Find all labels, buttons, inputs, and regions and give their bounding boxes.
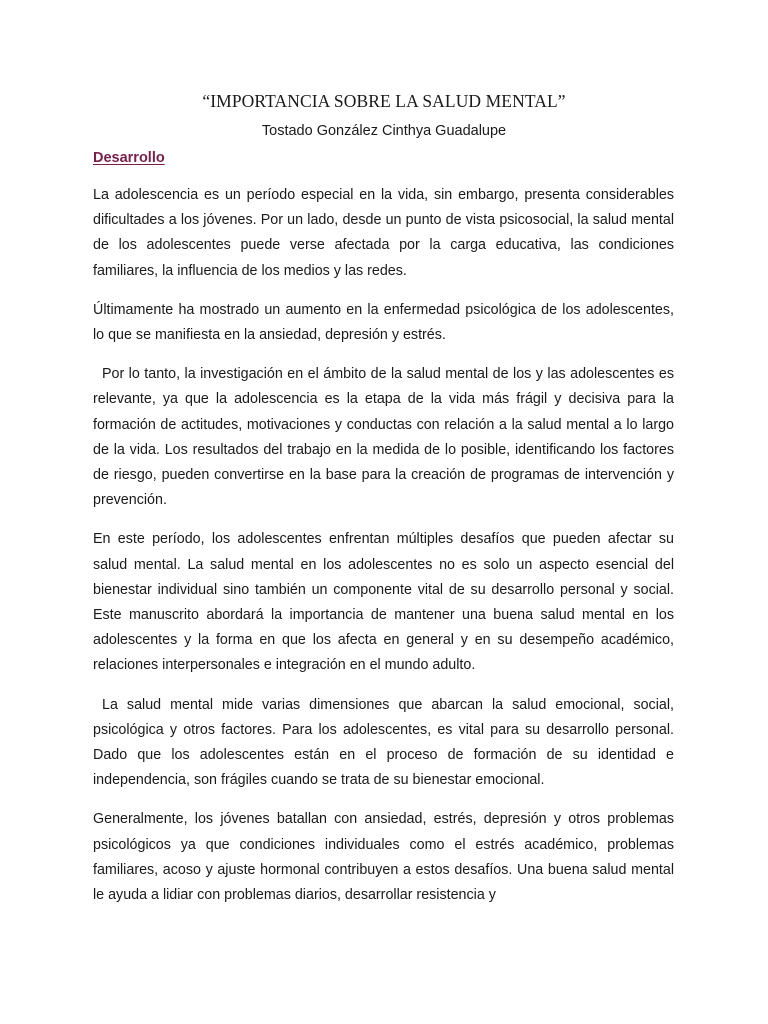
paragraph-5: La salud mental mide varias dimensiones que abarcan la salud emocional, social, psicológica y otros factores. Para los adolescentes, es vital para su desarrollo personal. Dado que los adolescentes están en el proceso de formación de su identidad e independencia, son frágiles cuando se trata de su bienestar emocional. <box>93 696 678 789</box>
paragraph-4: En este período, los adolescentes enfrentan múltiples desafíos que pueden afectar su salud mental. La salud mental en los adolescentes no es solo un aspecto esencial del bienestar individual sino también un componente vital de su desarrollo personal y social. Este manuscrito abordará la importancia de mantener una buena salud mental en los adolescentes y la forma en que los afecta en general y en su desempeño académico, relaciones interpersonales e integración en el mundo adulto. <box>93 531 678 674</box>
document-title: “IMPORTANCIA SOBRE LA SALUD MENTAL” <box>202 91 566 111</box>
paragraph-2: Últimamente ha mostrado un aumento en la enfermedad psicológica de los adolescentes, lo que se manifiesta en la ansiedad, depresión y estrés. <box>93 301 678 344</box>
document-body <box>93 183 678 922</box>
author-name: Tostado González Cinthya Guadalupe <box>261 123 507 139</box>
paragraph-6: Generalmente, los jóvenes batallan con ansiedad, estrés, depresión y otros problemas psicológicos ya que condiciones individuales como el estrés académico, problemas familiares, acoso y ajuste hormonal contribuyen a estos desafíos. Una buena salud mental le ayuda a lidiar con problemas diarios, desarrollar resistencia y <box>93 811 678 904</box>
paragraph-3: Por lo tanto, la investigación en el ámbito de la salud mental de los y las adolescentes es relevante, ya que la adolescencia es la etapa de la vida más frágil y decisiva para la formación de actitudes, motivaciones y conductas con relación a la salud mental a lo largo de la vida. Los resultados del trabajo en la medida de lo posible, identificando los factores de riesgo, pueden convertirse en la base para la creación de programas de intervención y prevención. <box>93 366 678 509</box>
section-heading-desarrollo: Desarrollo <box>93 150 165 166</box>
paragraph-1: La adolescencia es un período especial en la vida, sin embargo, presenta considerables dificultades a los jóvenes. Por un lado, desde un punto de vista psicosocial, la salud mental de los adolescentes puede verse afectada por la carga educativa, las condiciones familiares, la influencia de los medios y las redes. <box>93 187 678 279</box>
